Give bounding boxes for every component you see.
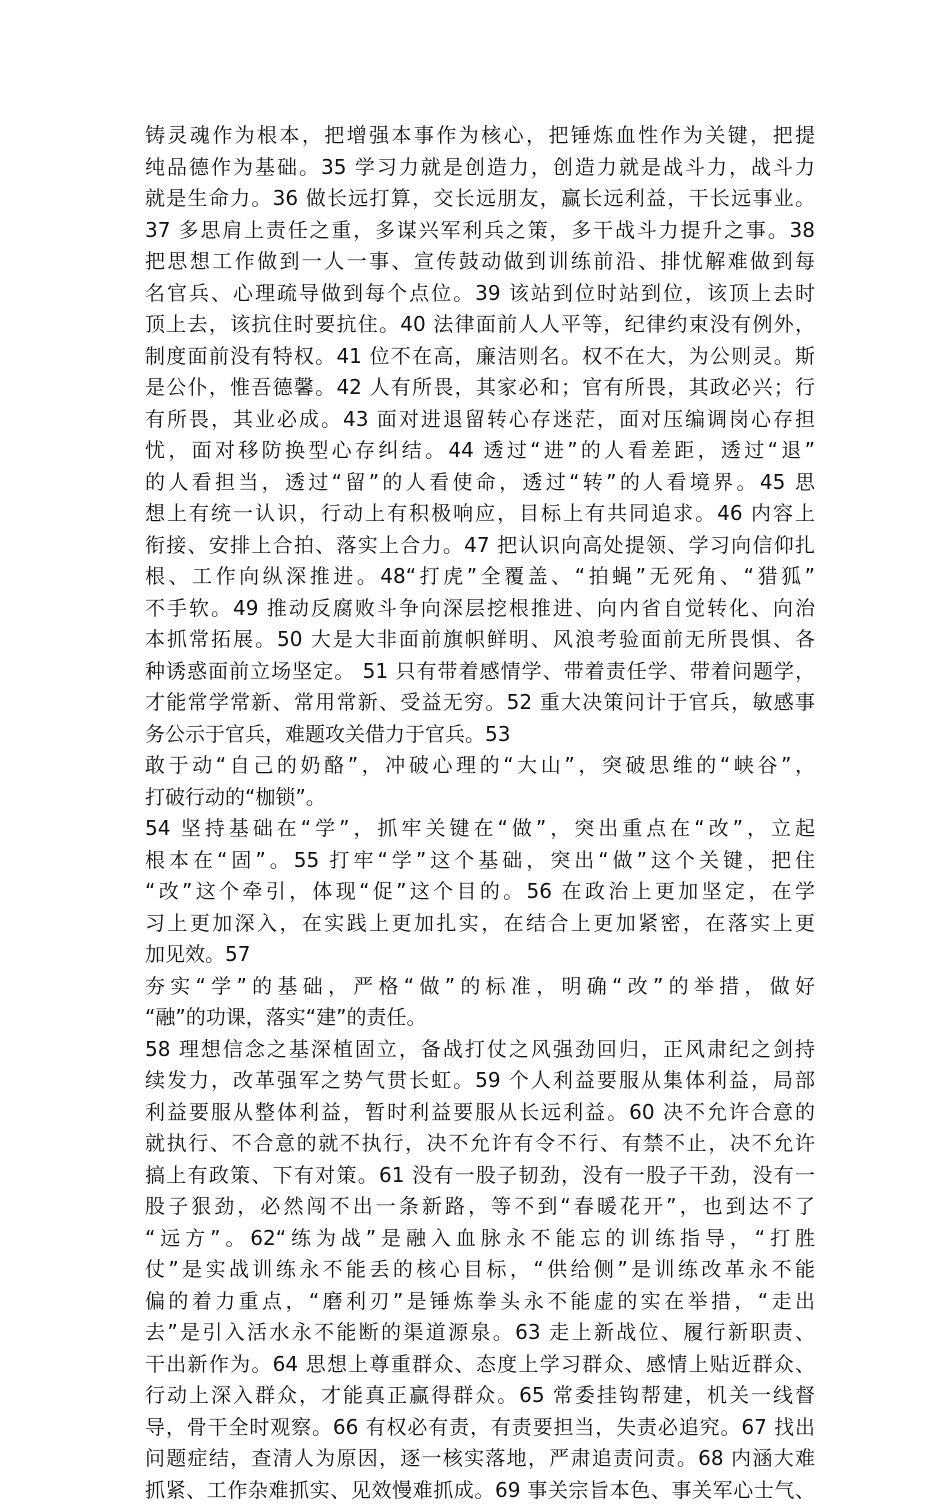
text-line: 的人看担当，透过“留”的人看使命，透过“转”的人看境界。45 思	[145, 467, 815, 499]
text-line: 铸灵魂作为根本，把增强本事作为核心，把锤炼血性作为关键，把提	[145, 120, 815, 152]
text-line: 搞上有政策、下有对策。61 没有一股子韧劲，没有一股子干劲，没有一	[145, 1160, 815, 1192]
text-line: 去”是引入活水永不能断的渠道源泉。63 走上新战位、履行新职责、	[145, 1317, 815, 1349]
text-line: 仗”是实战训练永不能丢的核心目标，“供给侧”是训练改革永不能	[145, 1254, 815, 1286]
text-line: 偏的着力重点，“磨利刃”是锤炼拳头永不能虚的实在举措，“走出	[145, 1286, 815, 1318]
text-line: 才能常学常新、常用常新、受益无穷。52 重大决策问计于官兵，敏感事	[145, 687, 815, 719]
text-line: 根、工作向纵深推进。48“打虎”全覆盖、“拍蝇”无死角、“猎狐”	[145, 561, 815, 593]
text-line: “远方”。62“练为战”是融入血脉永不能忘的训练指导，“打胜	[145, 1223, 815, 1255]
text-line: 利益要服从整体利益，暂时利益要服从长远利益。60 决不允许合意的	[145, 1097, 815, 1129]
text-line: 敢于动“自己的奶酪”，冲破心理的“大山”，突破思维的“峡谷”，	[145, 750, 815, 782]
text-line: 抓紧、工作杂难抓实、见效慢难抓成。69 事关宗旨本色、事关军心士气、	[145, 1475, 815, 1506]
text-line: 种诱惑面前立场坚定。 51 只有带着感情学、带着责任学、带着问题学，	[145, 656, 815, 688]
text-line: 务公示于官兵，难题攻关借力于官兵。53	[145, 719, 815, 751]
text-line: 58 理想信念之基深植固立，备战打仗之风强劲回归，正风肃纪之剑持	[145, 1034, 815, 1066]
text-line: 名官兵、心理疏导做到每个点位。39 该站到位时站到位，该顶上去时	[145, 278, 815, 310]
text-line: 有所畏，其业必成。43 面对进退留转心存迷茫，面对压编调岗心存担	[145, 404, 815, 436]
text-line: 想上有统一认识，行动上有积极响应，目标上有共同追求。46 内容上	[145, 498, 815, 530]
text-line: 把思想工作做到一人一事、宣传鼓动做到训练前沿、排忧解难做到每	[145, 246, 815, 278]
text-line: 就是生命力。36 做长远打算，交长远朋友，赢长远利益，干长远事业。	[145, 183, 815, 215]
text-line: 不手软。49 推动反腐败斗争向深层挖根推进、向内省自觉转化、向治	[145, 593, 815, 625]
text-line: 加见效。57	[145, 939, 815, 971]
text-line: 37 多思肩上责任之重，多谋兴军利兵之策，多干战斗力提升之事。38	[145, 215, 815, 247]
text-line: 习上更加深入，在实践上更加扎实，在结合上更加紧密，在落实上更	[145, 908, 815, 940]
text-line: 导，骨干全时观察。66 有权必有责，有责要担当，失责必追究。67 找出	[145, 1412, 815, 1444]
text-line: 根本在“固”。55 打牢“学”这个基础，突出“做”这个关键，把住	[145, 845, 815, 877]
text-line: 行动上深入群众，才能真正赢得群众。65 常委挂钩帮建，机关一线督	[145, 1380, 815, 1412]
text-line: 顶上去，该抗住时要抗住。40 法律面前人人平等，纪律约束没有例外，	[145, 309, 815, 341]
text-line: 问题症结，查清人为原因，逐一核实落地，严肃追责问责。68 内涵大难	[145, 1443, 815, 1475]
text-line: 打破行动的“枷锁”。	[145, 782, 815, 814]
text-line: 股子狠劲，必然闯不出一条新路，等不到“春暖花开”，也到达不了	[145, 1191, 815, 1223]
text-line: 制度面前没有特权。41 位不在高，廉洁则名。权不在大，为公则灵。斯	[145, 341, 815, 373]
text-line: 夯实“学”的基础，严格“做”的标准，明确“改”的举措，做好	[145, 971, 815, 1003]
text-line: 是公仆，惟吾德馨。42 人有所畏，其家必和；官有所畏，其政必兴；行	[145, 372, 815, 404]
text-line: 纯品德作为基础。35 学习力就是创造力，创造力就是战斗力，战斗力	[145, 152, 815, 184]
text-line: 本抓常拓展。50 大是大非面前旗帜鲜明、风浪考验面前无所畏惧、各	[145, 624, 815, 656]
text-line: 干出新作为。64 思想上尊重群众、态度上学习群众、感情上贴近群众、	[145, 1349, 815, 1381]
text-line: 54 坚持基础在“学”，抓牢关键在“做”，突出重点在“改”，立起	[145, 813, 815, 845]
text-line: 就执行、不合意的就不执行，决不允许有令不行、有禁不止，决不允许	[145, 1128, 815, 1160]
text-line: 忧，面对移防换型心存纠结。44 透过“进”的人看差距，透过“退”	[145, 435, 815, 467]
text-line: “改”这个牵引，体现“促”这个目的。56 在政治上更加坚定，在学	[145, 876, 815, 908]
body-text	[145, 120, 815, 1506]
text-line: 衔接、安排上合拍、落实上合力。47 把认识向高处提领、学习向信仰扎	[145, 530, 815, 562]
text-line: 续发力，改革强军之势气贯长虹。59 个人利益要服从集体利益，局部	[145, 1065, 815, 1097]
text-line: “融”的功课，落实“建”的责任。	[145, 1002, 815, 1034]
